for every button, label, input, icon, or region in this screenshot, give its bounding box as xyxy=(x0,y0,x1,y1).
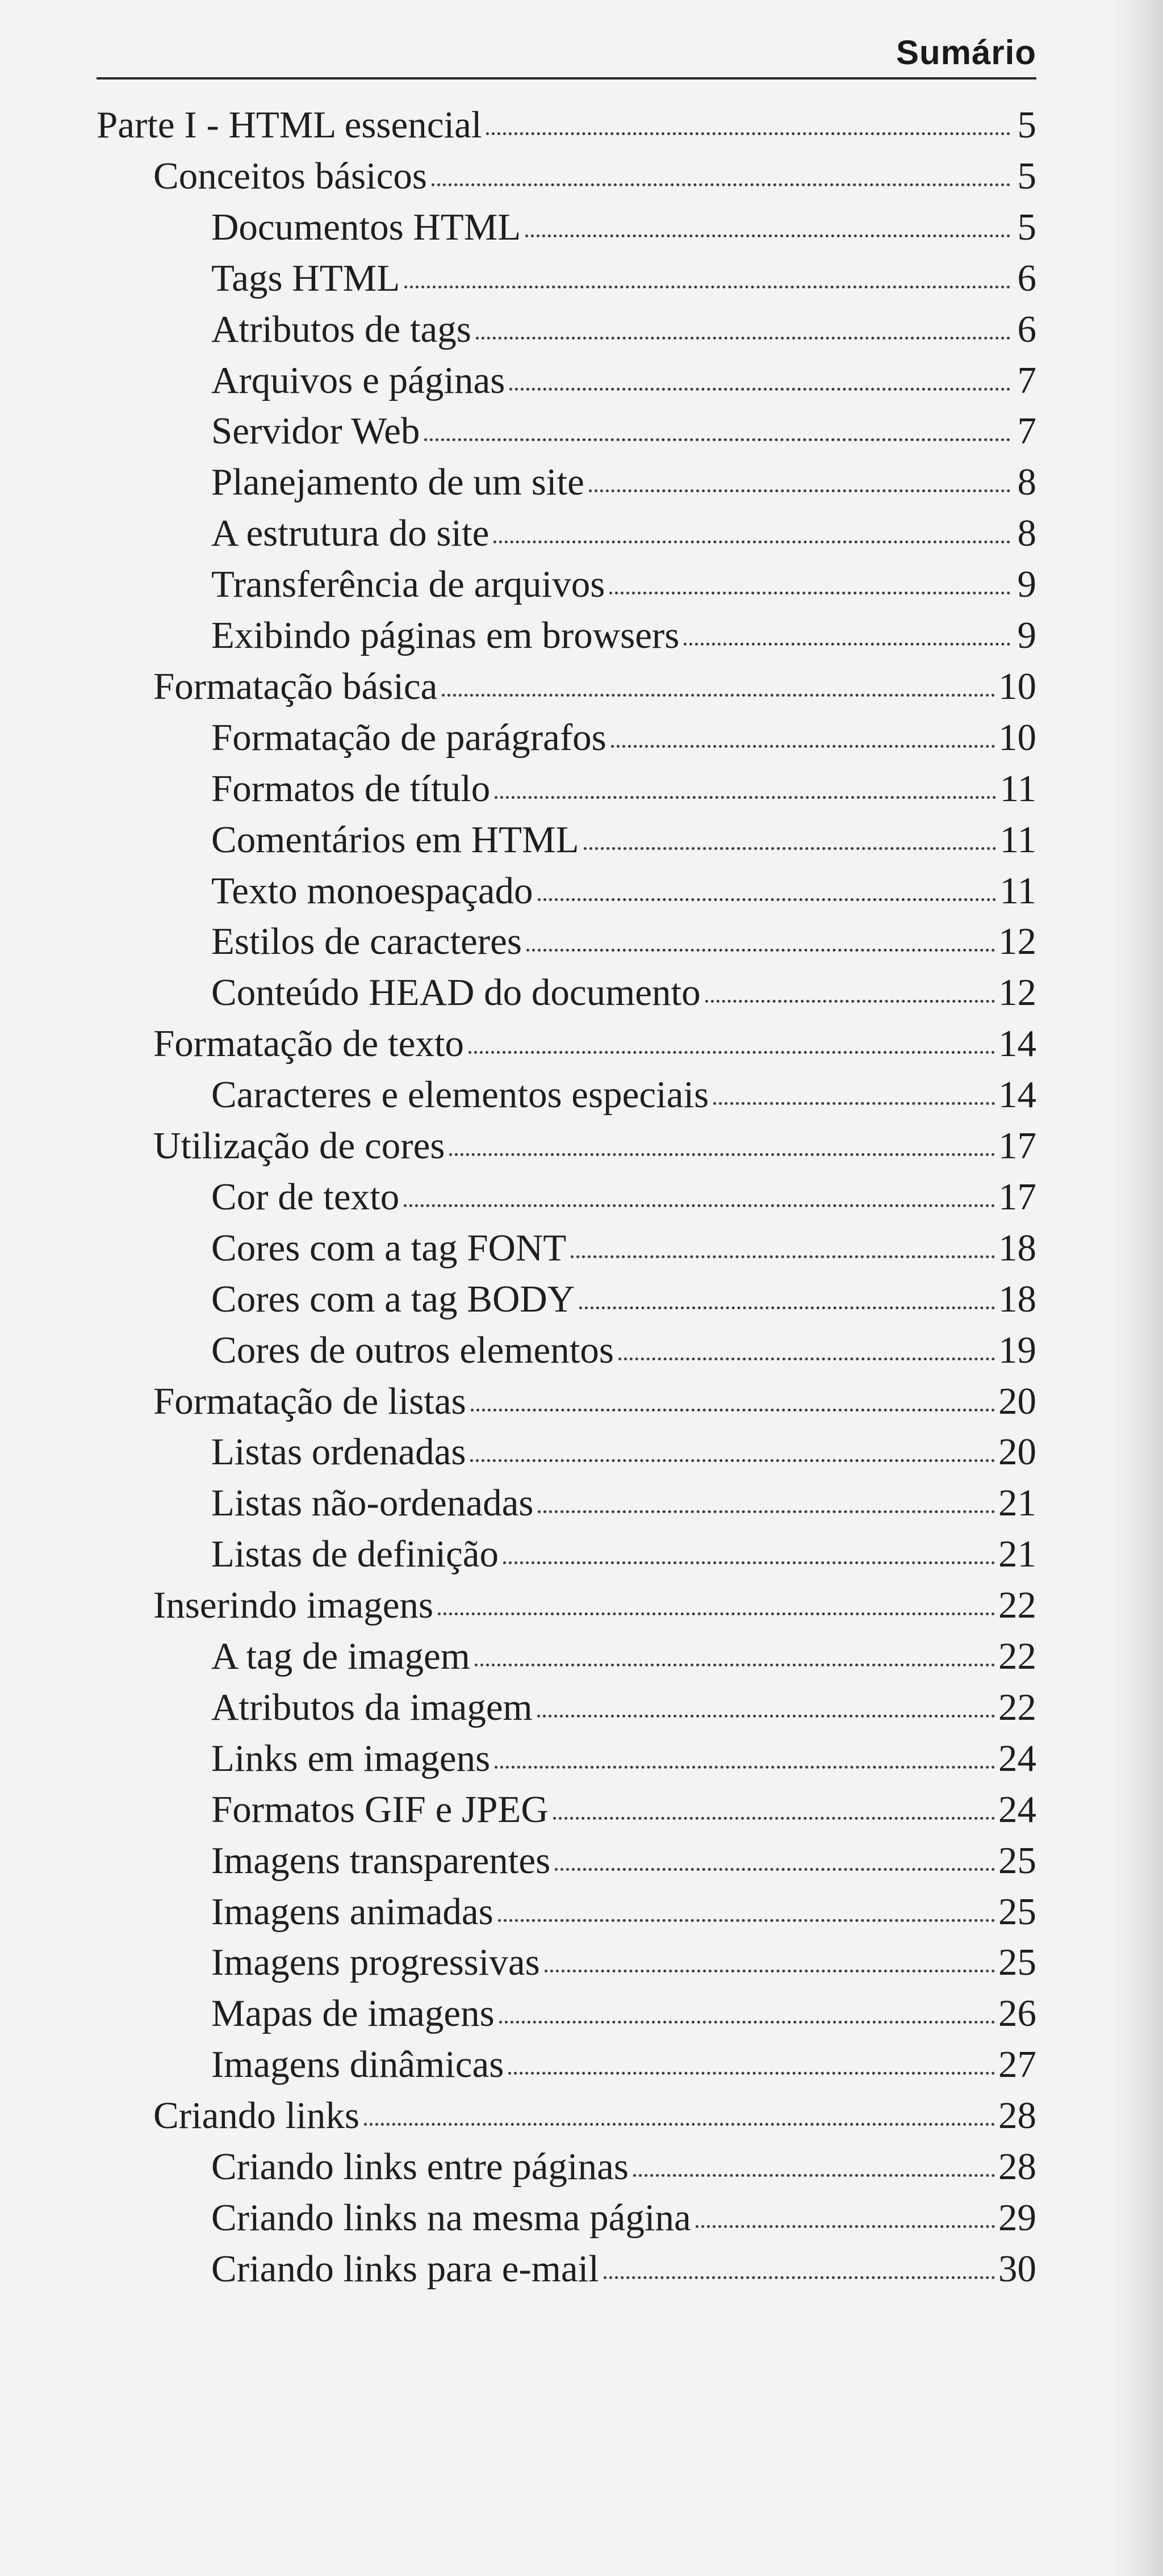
toc-entry-page-number: 24 xyxy=(998,1737,1036,1779)
dot-leader xyxy=(555,1868,995,1871)
toc-entry-title: Formatos GIF e JPEG xyxy=(211,1788,549,1831)
dot-leader xyxy=(553,1817,995,1820)
toc-entry xyxy=(211,915,1036,967)
page-edge-shadow xyxy=(1112,0,1163,2576)
toc-entry xyxy=(153,1120,1036,1172)
toc-entry-page-number: 24 xyxy=(998,1788,1036,1831)
dot-leader xyxy=(503,1561,995,1564)
dot-leader xyxy=(713,1102,995,1105)
toc-entry xyxy=(153,1579,1036,1631)
toc-entry-page-number: 6 xyxy=(1017,308,1036,350)
dot-leader xyxy=(537,1715,995,1718)
dot-leader xyxy=(705,1000,995,1003)
page-title: Sumário xyxy=(896,33,1036,72)
dot-leader xyxy=(545,1970,995,1972)
toc-entry-title: Imagens dinâmicas xyxy=(211,2043,504,2086)
toc-entry xyxy=(211,1783,1036,1836)
toc-entry-page-number: 25 xyxy=(998,1839,1036,1882)
toc-entry-title: Utilização de cores xyxy=(153,1125,445,1167)
toc-entry-title: Imagens transparentes xyxy=(211,1839,551,1882)
toc-entry-page-number: 11 xyxy=(999,767,1036,810)
toc-entry-title: Criando links entre páginas xyxy=(211,2146,629,2188)
toc-entry xyxy=(211,558,1036,610)
toc-entry-title: Cores com a tag BODY xyxy=(211,1277,575,1320)
dot-leader xyxy=(495,1766,995,1769)
dot-leader xyxy=(475,1664,995,1666)
toc-entry-page-number: 14 xyxy=(998,1023,1036,1065)
toc-entry-title: Inserindo imagens xyxy=(153,1584,434,1627)
toc-entry-page-number: 22 xyxy=(998,1686,1036,1728)
toc-entry xyxy=(211,1630,1036,1682)
toc-entry-title: Atributos de tags xyxy=(211,308,471,350)
page-header xyxy=(97,28,1036,79)
toc-entry-title: Imagens progressivas xyxy=(211,1941,540,1984)
toc-entry-page-number: 11 xyxy=(999,869,1036,912)
toc-entry xyxy=(211,1886,1036,1938)
toc-entry xyxy=(211,1681,1036,1733)
toc-entry-page-number: 5 xyxy=(1017,154,1036,197)
toc-entry xyxy=(211,252,1036,304)
toc-entry xyxy=(211,2243,1036,2295)
dot-leader xyxy=(526,949,995,952)
toc-entry-page-number: 26 xyxy=(998,1992,1036,2035)
toc-entry xyxy=(211,2038,1036,2091)
toc-entry xyxy=(211,2192,1036,2244)
dot-leader xyxy=(508,2072,995,2075)
dot-leader xyxy=(498,1919,995,1922)
toc-entry xyxy=(97,99,1036,151)
toc-entry-page-number: 7 xyxy=(1017,410,1036,453)
toc-entry-title: A estrutura do site xyxy=(211,512,490,555)
toc-entry-page-number: 8 xyxy=(1017,512,1036,555)
dot-leader xyxy=(449,1153,995,1156)
toc-entry-title: Formatação de texto xyxy=(153,1023,464,1065)
toc-entry-title: Arquivos e páginas xyxy=(211,359,505,401)
dot-leader xyxy=(633,2174,995,2177)
dot-leader xyxy=(495,796,996,799)
dot-leader xyxy=(584,847,997,850)
toc-entry-page-number: 17 xyxy=(998,1175,1036,1218)
toc-entry xyxy=(153,660,1036,713)
toc-entry-title: Listas de definição xyxy=(211,1533,499,1576)
toc-entry-title: Texto monoespaçado xyxy=(211,869,533,912)
toc-entry xyxy=(211,354,1036,407)
toc-entry xyxy=(211,966,1036,1019)
toc-entry xyxy=(153,1375,1036,1427)
toc-entry-page-number: 22 xyxy=(998,1635,1036,1677)
toc-entry xyxy=(211,1732,1036,1785)
toc-entry-title: Listas ordenadas xyxy=(211,1431,466,1473)
toc-entry xyxy=(211,405,1036,457)
dot-leader xyxy=(364,2123,995,2126)
toc-entry-page-number: 28 xyxy=(998,2095,1036,2137)
toc-entry-title: Criando links xyxy=(153,2095,359,2137)
toc-entry xyxy=(211,763,1036,815)
toc-entry-page-number: 14 xyxy=(998,1074,1036,1116)
dot-leader xyxy=(684,643,1010,646)
toc-entry xyxy=(211,1936,1036,1988)
toc-entry-page-number: 9 xyxy=(1017,563,1036,606)
dot-leader xyxy=(525,234,1010,237)
toc-entry-title: Links em imagens xyxy=(211,1737,491,1779)
toc-entry xyxy=(211,1222,1036,1274)
toc-entry-page-number: 18 xyxy=(998,1226,1036,1269)
dot-leader xyxy=(438,1612,995,1615)
dot-leader xyxy=(424,438,1010,441)
toc-entry xyxy=(211,1528,1036,1580)
toc-entry-page-number: 11 xyxy=(999,818,1036,861)
toc-entry-title: Conceitos básicos xyxy=(153,154,427,197)
toc-entry-title: Cor de texto xyxy=(211,1175,400,1218)
toc-entry xyxy=(211,1426,1036,1478)
toc-entry-page-number: 7 xyxy=(1017,359,1036,401)
dot-leader xyxy=(579,1306,995,1309)
toc-entry-page-number: 20 xyxy=(998,1431,1036,1473)
toc-entry xyxy=(211,1834,1036,1887)
dot-leader xyxy=(571,1255,995,1258)
toc-entry-page-number: 21 xyxy=(998,1482,1036,1524)
toc-entry-page-number: 25 xyxy=(998,1890,1036,1933)
toc-entry-title: Planejamento de um site xyxy=(211,461,584,504)
dot-leader xyxy=(471,1409,995,1411)
toc-entry-title: Imagens animadas xyxy=(211,1890,493,1933)
toc-entry-title: Formatação de parágrafos xyxy=(211,716,606,759)
dot-leader xyxy=(486,132,1010,135)
toc-entry-page-number: 28 xyxy=(998,2146,1036,2188)
toc-entry-title: A tag de imagem xyxy=(211,1635,470,1677)
dot-leader xyxy=(696,2225,995,2228)
toc-entry-page-number: 6 xyxy=(1017,257,1036,299)
toc-entry-title: Tags HTML xyxy=(211,257,400,299)
toc-entry-page-number: 5 xyxy=(1017,206,1036,248)
dot-leader xyxy=(476,337,1010,340)
toc-entry-page-number: 5 xyxy=(1017,104,1036,146)
toc-entry xyxy=(153,150,1036,202)
toc-entry-title: Cores de outros elementos xyxy=(211,1329,614,1371)
toc-entry-page-number: 22 xyxy=(998,1584,1036,1627)
toc-entry-page-number: 20 xyxy=(998,1380,1036,1422)
toc-entry-title: Comentários em HTML xyxy=(211,818,579,861)
dot-leader xyxy=(470,1459,995,1462)
toc-entry xyxy=(153,2089,1036,2142)
toc-entry xyxy=(211,711,1036,764)
toc-entry-page-number: 12 xyxy=(998,971,1036,1014)
toc-entry-title: Conteúdo HEAD do documento xyxy=(211,971,701,1014)
toc-entry xyxy=(211,456,1036,508)
toc-entry-page-number: 12 xyxy=(998,920,1036,963)
toc-entry-title: Caracteres e elementos especiais xyxy=(211,1074,709,1116)
toc-entry xyxy=(211,1477,1036,1529)
toc-entry xyxy=(211,1273,1036,1325)
dot-leader xyxy=(468,1051,995,1054)
dot-leader xyxy=(499,2021,995,2024)
toc-entry-title: Mapas de imagens xyxy=(211,1992,495,2035)
dot-leader xyxy=(609,592,1010,594)
dot-leader xyxy=(589,489,1010,492)
toc-entry-title: Formatação de listas xyxy=(153,1380,466,1422)
toc-entry-page-number: 27 xyxy=(998,2043,1036,2086)
toc-entry-title: Estilos de caracteres xyxy=(211,920,522,963)
toc-entry-title: Parte I - HTML essencial xyxy=(97,104,482,146)
toc-entry-page-number: 21 xyxy=(998,1533,1036,1576)
dot-leader xyxy=(604,2276,995,2279)
toc-entry-page-number: 10 xyxy=(998,665,1036,707)
toc-entry xyxy=(211,1069,1036,1121)
toc-entry xyxy=(211,1171,1036,1223)
toc-entry-page-number: 9 xyxy=(1017,614,1036,656)
toc-entry xyxy=(211,507,1036,559)
toc-entry-title: Exibindo páginas em browsers xyxy=(211,614,680,656)
dot-leader xyxy=(432,183,1010,186)
dot-leader xyxy=(442,694,995,697)
toc-entry xyxy=(211,609,1036,661)
toc-entry xyxy=(211,303,1036,355)
toc-entry xyxy=(153,1017,1036,1070)
toc-entry xyxy=(211,865,1036,917)
toc-entry-page-number: 8 xyxy=(1017,461,1036,504)
dot-leader xyxy=(493,541,1010,543)
toc-entry-page-number: 29 xyxy=(998,2196,1036,2239)
dot-leader xyxy=(538,1510,995,1513)
toc-entry-title: Atributos da imagem xyxy=(211,1686,533,1728)
dot-leader xyxy=(538,898,997,901)
dot-leader xyxy=(618,1358,995,1360)
toc-entry-title: Formatos de título xyxy=(211,767,491,810)
toc-entry-title: Servidor Web xyxy=(211,410,420,453)
toc-entry-title: Criando links para e-mail xyxy=(211,2247,599,2290)
toc-entry-title: Documentos HTML xyxy=(211,206,521,248)
toc-entry-title: Cores com a tag FONT xyxy=(211,1226,567,1269)
toc-entry xyxy=(211,1324,1036,1376)
toc-entry-page-number: 17 xyxy=(998,1125,1036,1167)
toc-entry xyxy=(211,201,1036,253)
dot-leader xyxy=(404,1204,995,1207)
toc-entry-page-number: 10 xyxy=(998,716,1036,759)
dot-leader xyxy=(611,745,995,748)
toc-entry-page-number: 18 xyxy=(998,1277,1036,1320)
toc-entry-title: Transferência de arquivos xyxy=(211,563,605,606)
toc-entry-title: Criando links na mesma página xyxy=(211,2196,691,2239)
dot-leader xyxy=(509,388,1010,391)
toc-entry-title: Listas não-ordenadas xyxy=(211,1482,534,1524)
toc-entry-page-number: 19 xyxy=(998,1329,1036,1371)
toc-entry-page-number: 30 xyxy=(998,2247,1036,2290)
toc-entry-page-number: 25 xyxy=(998,1941,1036,1984)
toc-entry xyxy=(211,2141,1036,2193)
dot-leader xyxy=(404,286,1010,288)
header-divider xyxy=(97,77,1036,79)
toc-entry-title: Formatação básica xyxy=(153,665,438,707)
toc-entry xyxy=(211,814,1036,866)
toc-entry xyxy=(211,1987,1036,2039)
